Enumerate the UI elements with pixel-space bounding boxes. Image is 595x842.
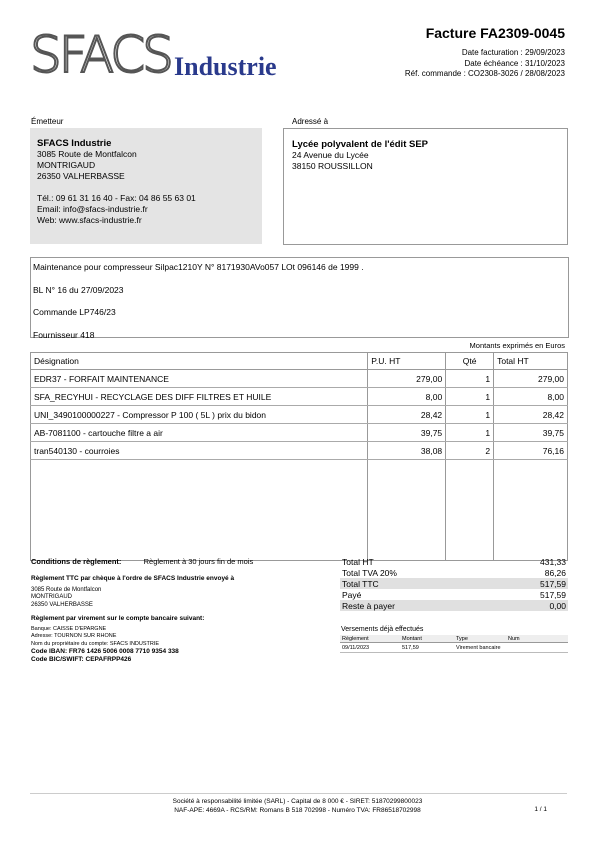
destinataire-name: Lycée polyvalent de l'édit SEP [292, 139, 429, 150]
conditions-value: Règlement à 30 jours fin de mois [143, 557, 254, 566]
total-ttc-row [340, 578, 568, 589]
cell-qte: 1 [446, 388, 494, 406]
company-logo [30, 26, 171, 84]
cell-qte: 1 [446, 370, 494, 388]
cell-total: 39,75 [494, 424, 568, 442]
total-tva-row [340, 567, 568, 578]
emetteur-tel: Tél.: 09 61 31 16 40 - Fax: 04 86 55 63 01 [37, 193, 196, 203]
table-filler [31, 460, 568, 561]
cell-pu: 8,00 [368, 388, 446, 406]
versement-num [506, 643, 568, 653]
versement-montant: 517,59 [400, 643, 454, 653]
cheque-line1: 3085 Route de Montfalcon [31, 586, 102, 593]
cell-qte: 1 [446, 406, 494, 424]
destinataire-line2: 38150 ROUSSILLON [292, 161, 373, 171]
versements-title: Versements déjà effectués [341, 626, 424, 633]
cell-pu: 279,00 [368, 370, 446, 388]
cell-total: 76,16 [494, 442, 568, 460]
versement-type: Virement bancaire [454, 643, 506, 653]
conditions-label: Conditions de règlement: [31, 557, 122, 566]
description-line3: Commande LP746/23 [33, 307, 116, 317]
footer-divider [30, 793, 567, 794]
emetteur-web: Web: www.sfacs-industrie.fr [37, 215, 142, 225]
proprietaire-compte: Nom du propriétaire du compte: SFACS INDUSTRIE [31, 640, 160, 647]
emetteur-name: SFACS Industrie [37, 138, 112, 149]
logo-suffix: Industrie [174, 52, 277, 81]
table-header-row [31, 353, 568, 370]
table-row [31, 406, 568, 424]
total-label: Reste à payer [340, 600, 491, 611]
description-line2: BL N° 16 du 27/09/2023 [33, 284, 124, 295]
table-row [31, 370, 568, 388]
table-row [31, 388, 568, 406]
header-num: Num [506, 635, 568, 643]
paye-row [340, 589, 568, 600]
bic: Code BIC/SWIFT: CEPAFRPP426 [31, 655, 132, 663]
logo-brand: SFACS [30, 26, 171, 84]
invoice-title: Facture FA2309-0045 [425, 25, 565, 41]
cell-qte: 1 [446, 424, 494, 442]
cell-designation: UNI_3490100000227 - Compressor P 100 ( 5L ) prix du bidon [31, 406, 368, 424]
date-echeance: Date échéance : 31/10/2023 [464, 58, 565, 68]
header-reglement: Règlement [340, 635, 400, 643]
header-montant: Montant [400, 635, 454, 643]
cell-designation: EDR37 - FORFAIT MAINTENANCE [31, 370, 368, 388]
totals-table [340, 556, 568, 611]
versements-header-row [340, 635, 568, 643]
iban: Code IBAN: FR76 1426 5006 0008 7710 9354 338 [31, 648, 179, 655]
destinataire-line1: 24 Avenue du Lycée [292, 150, 369, 160]
total-value: 86,26 [544, 567, 566, 578]
total-label: Total TTC [340, 578, 491, 589]
cell-total: 279,00 [494, 370, 568, 388]
versement-date: 09/11/2023 [340, 643, 400, 653]
versement-row [340, 643, 568, 653]
total-value: 517,59 [491, 578, 568, 589]
description-line1: Maintenance pour compresseur Silpac1210Y N° 8171930AVo057 LOt 096146 de 1999 . [33, 262, 364, 272]
cell-qte: 2 [446, 442, 494, 460]
cheque-line2: MONTRIGAUD [31, 594, 72, 600]
total-label: Payé [342, 589, 362, 600]
emetteur-box [30, 128, 262, 244]
cell-pu: 39,75 [368, 424, 446, 442]
cheque-title: Règlement TTC par chèque à l'ordre de SFACS Industrie envoyé à [31, 575, 235, 582]
description-line4: Fournisseur 418 [33, 329, 95, 340]
invoice-lines-table [30, 352, 568, 561]
cell-pu: 28,42 [368, 406, 446, 424]
header-total: Total HT [494, 353, 568, 370]
virement-title: Règlement par virement sur le compte bancaire suivant: [31, 615, 205, 622]
cell-designation: SFA_RECYHUI - RECYCLAGE DES DIFF FILTRES ET HUILE [31, 388, 368, 406]
reste-a-payer-row [340, 600, 568, 611]
total-value: 431,33 [540, 556, 566, 567]
table-row [31, 424, 568, 442]
cheque-line3: 26350 VALHERBASSE [31, 601, 93, 608]
header-qte: Qté [446, 353, 494, 370]
destinataire-box [283, 128, 568, 245]
payment-conditions [31, 557, 331, 663]
destinataire-label: Adressé à [292, 117, 329, 126]
total-label: Total HT [342, 556, 374, 567]
footer [0, 797, 595, 815]
total-label: Total TVA 20% [342, 567, 397, 578]
header-designation: Désignation [31, 353, 368, 370]
emetteur-line1: 3085 Route de Montfalcon [37, 149, 137, 159]
ref-commande: Réf. commande : CO2308-3026 / 28/08/2023 [404, 69, 565, 78]
footer-line1: Société à responsabilité limitée (SARL) - Capital de 8 000 € - SIRET: 51870299800023 [172, 798, 423, 805]
table-row [31, 442, 568, 460]
invoice-meta [405, 48, 565, 80]
cell-designation: tran540130 - courroies [31, 442, 368, 460]
date-facturation: Date facturation : 29/09/2023 [461, 48, 565, 57]
cell-designation: AB-7081100 - cartouche filtre a air [31, 424, 368, 442]
cell-total: 28,42 [494, 406, 568, 424]
adresse-banque: Adresse: TOURNON SUR RHONE [31, 633, 117, 639]
emetteur-line2: MONTRIGAUD [37, 160, 96, 170]
total-value: 0,00 [491, 600, 568, 611]
header-pu: P.U. HT [368, 353, 446, 370]
versements-table [340, 635, 568, 653]
description-box [30, 257, 569, 338]
header-type: Type [454, 635, 506, 643]
cell-pu: 38,08 [368, 442, 446, 460]
emetteur-line3: 26350 VALHERBASSE [37, 171, 125, 181]
devise-note: Montants exprimés en Euros [469, 341, 565, 350]
emetteur-label: Émetteur [31, 117, 64, 126]
emetteur-email: Email: info@sfacs-industrie.fr [37, 204, 148, 214]
banque: Banque: CAISSE D'EPARGNE [31, 625, 107, 632]
footer-line2: NAF-APE: 4669A - RCS/RM: Romans B 518 702998 - Numéro TVA: FR86518702998 [174, 807, 421, 814]
page-number: 1 / 1 [534, 806, 547, 813]
cell-total: 8,00 [494, 388, 568, 406]
total-value: 517,59 [540, 589, 566, 600]
total-ht-row [340, 556, 568, 567]
